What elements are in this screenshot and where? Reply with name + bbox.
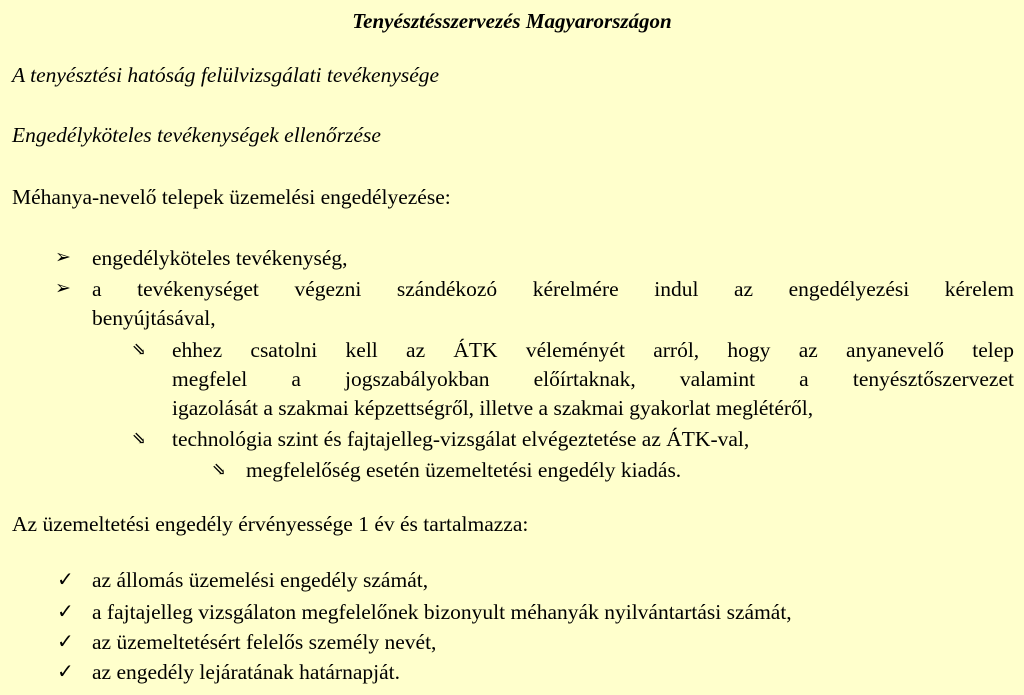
checklist-item: az üzemeltetésért felelős személy nevét,: [92, 630, 437, 654]
sub-list-item-continuation: megfelel a jogszabályokban előírtaknak, valamint a tenyésztőszervezet: [172, 367, 1014, 391]
section-heading-license-validity: Az üzemeltetési engedély érvényessége 1 év és tartalmazza:: [12, 512, 529, 536]
hollow-arrow-bullet-icon: ⇘: [132, 429, 147, 448]
subtitle-licensed-activities: Engedélyköteles tevékenységek ellenőrzése: [12, 123, 381, 147]
sub-list-item: ehhez csatolni kell az ÁTK véleményét arról, hogy az anyanevelő telep: [172, 338, 1014, 362]
page-title: Tenyésztésszervezés Magyarországon: [352, 9, 672, 33]
list-item: engedélyköteles tevékenység,: [92, 246, 348, 270]
checklist-item: az állomás üzemelési engedély számát,: [92, 568, 429, 592]
check-icon: ✓: [57, 661, 74, 683]
check-icon: ✓: [57, 631, 74, 653]
check-icon: ✓: [57, 569, 74, 591]
list-item-continuation: benyújtásával,: [92, 306, 216, 330]
hollow-arrow-bullet-icon: ⇘: [132, 340, 147, 359]
subtitle-authority-review: A tenyésztési hatóság felülvizsgálati tevékenysége: [12, 63, 440, 87]
arrow-bullet-icon: ➢: [55, 247, 71, 268]
hollow-arrow-bullet-icon: ⇘: [212, 460, 227, 479]
checklist-item: a fajtajelleg vizsgálaton megfelelőnek bizonyult méhanyák nyilvántartási számát,: [92, 600, 792, 624]
sub-list-item-continuation: igazolását a szakmai képzettségről, illetve a szakmai gyakorlat meglétéről,: [172, 396, 814, 420]
list-item: a tevékenységet végezni szándékozó kérelmére indul az engedélyezési kérelem: [92, 277, 1014, 301]
sub-sub-list-item: megfelelőség esetén üzemeltetési engedély kiadás.: [246, 458, 682, 482]
sub-list-item: technológia szint és fajtajelleg-vizsgálat elvégeztetése az ÁTK-val,: [172, 427, 750, 451]
check-icon: ✓: [57, 601, 74, 623]
checklist-item: az engedély lejáratának határnapját.: [92, 660, 400, 684]
section-heading-queen-rearing: Méhanya-nevelő telepek üzemelési engedélyezése:: [12, 185, 451, 209]
arrow-bullet-icon: ➢: [55, 278, 71, 299]
